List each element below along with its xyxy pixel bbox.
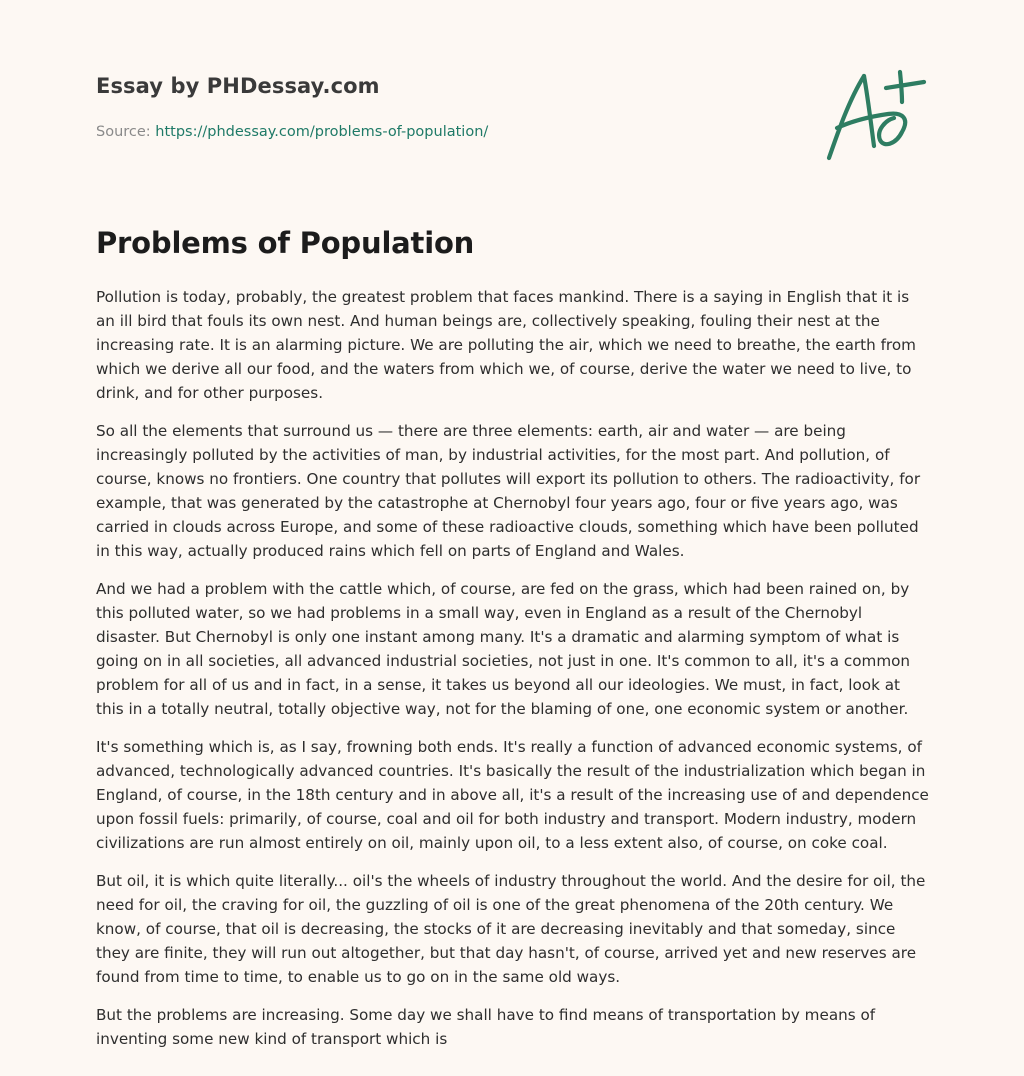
source-line xyxy=(96,124,488,140)
essay-body xyxy=(96,285,930,1065)
essay-paragraph: But oil, it is which quite literally... oil's the wheels of industry throughout the world. And the desire for oil, the need for oil, the craving for oil, the guzzling of oil is one of the great phenomena of the 20th century. We know, of course, that oil is decreasing, the stocks of it are decreasing inevitably and that someday, since they are finite, they will run out altogether, but that day hasn't, of course, arrived yet and new reserves are found from time to time, to enable us to go on in the same old ways. xyxy=(96,872,926,986)
essay-title: Problems of Population xyxy=(96,226,475,260)
source-label: Source: xyxy=(96,124,151,140)
brand-title: Essay by PHDessay.com xyxy=(96,74,380,98)
a-plus-icon xyxy=(822,68,930,166)
source-link[interactable]: https://phdessay.com/problems-of-population/ xyxy=(155,124,489,140)
essay-paragraph: So all the elements that surround us — there are three elements: earth, air and water — are being increasingly polluted by the activities of man, by industrial activities, for the most part. And pollution, of course, knows no frontiers. One country that pollutes will export its pollution to others. The radioactivity, for example, that was generated by the catastrophe at Chernobyl four years ago, four or five years ago, was carried in clouds across Europe, and some of these radioactive clouds, something which have been polluted in this way, actually produced rains which fell on parts of England and Wales. xyxy=(96,422,921,560)
essay-paragraph: But the problems are increasing. Some day we shall have to find means of transportation by means of inventing some new kind of transport which is xyxy=(96,1006,876,1048)
essay-paragraph: And we had a problem with the cattle which, of course, are fed on the grass, which had been rained on, by this polluted water, so we had problems in a small way, even in England as a result of the Chernobyl disaster. But Chernobyl is only one instant among many. It's a dramatic and alarming symptom of what is going on in all societies, all advanced industrial societies, not just in one. It's common to all, it's a common problem for all of us and in fact, in a sense, it takes us beyond all our ideologies. We must, in fact, look at this in a totally neutral, totally objective way, not for the blaming of one, one economic system or another. xyxy=(96,580,911,718)
essay-paragraph: Pollution is today, probably, the greatest problem that faces mankind. There is a saying in English that it is an ill bird that fouls its own nest. And human beings are, collectively speaking, fouling their nest at the increasing rate. It is an alarming picture. We are polluting the air, which we need to breathe, the earth from which we derive all our food, and the waters from which we, of course, derive the water we need to live, to drink, and for other purposes. xyxy=(96,288,916,402)
essay-paragraph: It's something which is, as I say, frowning both ends. It's really a function of advanced economic systems, of advanced, technologically advanced countries. It's basically the result of the industrialization which began in England, of course, in the 18th century and in above all, it's a result of the increasing use of and dependence upon fossil fuels: primarily, of course, coal and oil for both industry and transport. Modern industry, modern civilizations are run almost entirely on oil, mainly upon oil, to a less extent also, of course, on coke coal. xyxy=(96,738,929,852)
header xyxy=(96,74,928,140)
